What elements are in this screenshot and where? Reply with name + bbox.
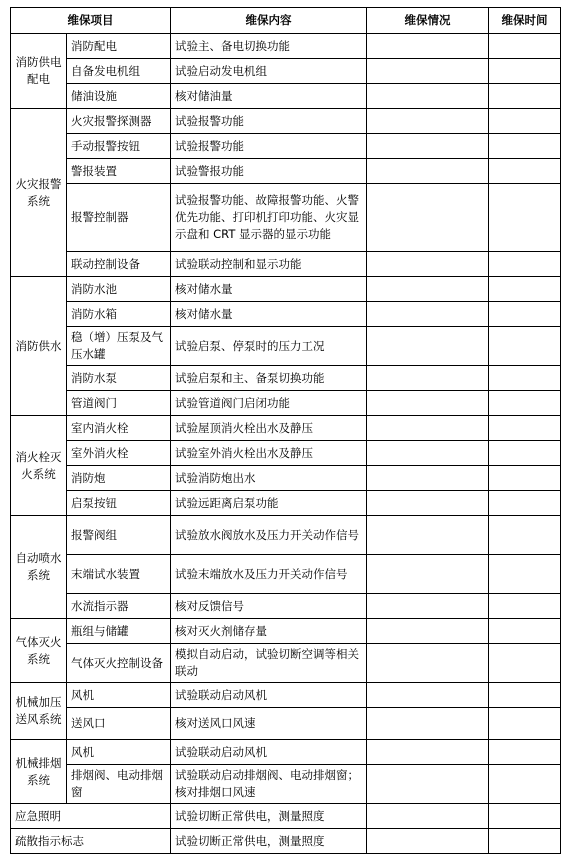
content-cell: 模拟自动启动，试验切断空调等相关联动 xyxy=(171,644,367,683)
status-cell xyxy=(367,466,489,491)
item-cell: 气体灭火控制设备 xyxy=(67,644,171,683)
item-cell: 消防水池 xyxy=(67,277,171,302)
status-cell xyxy=(367,683,489,708)
time-cell xyxy=(489,302,561,327)
table-row xyxy=(11,708,561,740)
status-cell xyxy=(367,594,489,619)
table-row xyxy=(11,740,561,765)
item-cell: 风机 xyxy=(67,683,171,708)
item-cell: 风机 xyxy=(67,740,171,765)
time-cell xyxy=(489,327,561,366)
item-cell: 手动报警按钮 xyxy=(67,134,171,159)
content-cell: 试验主、备电切换功能 xyxy=(171,34,367,59)
time-cell xyxy=(489,804,561,829)
time-cell xyxy=(489,829,561,854)
time-cell xyxy=(489,366,561,391)
table-row xyxy=(11,516,561,555)
time-cell xyxy=(489,391,561,416)
maintenance-table xyxy=(10,7,561,854)
content-cell: 试验屋顶消火栓出水及静压 xyxy=(171,416,367,441)
time-cell xyxy=(489,555,561,594)
table-row xyxy=(11,765,561,804)
status-cell xyxy=(367,829,489,854)
status-cell xyxy=(367,134,489,159)
table-row xyxy=(11,644,561,683)
content-cell: 试验管道阀门启闭功能 xyxy=(171,391,367,416)
table-row xyxy=(11,109,561,134)
item-cell: 室外消火栓 xyxy=(67,441,171,466)
status-cell xyxy=(367,644,489,683)
category-cell: 火灾报警系统 xyxy=(11,109,67,277)
time-cell xyxy=(489,619,561,644)
item-cell: 消防水箱 xyxy=(67,302,171,327)
status-cell xyxy=(367,765,489,804)
header-time: 维保时间 xyxy=(489,8,561,34)
table-row xyxy=(11,466,561,491)
content-cell: 试验末端放水及压力开关动作信号 xyxy=(171,555,367,594)
item-cell: 自备发电机组 xyxy=(67,59,171,84)
item-cell: 水流指示器 xyxy=(67,594,171,619)
status-cell xyxy=(367,34,489,59)
status-cell xyxy=(367,516,489,555)
content-cell: 核对反馈信号 xyxy=(171,594,367,619)
category-cell: 消火栓灭火系统 xyxy=(11,416,67,516)
status-cell xyxy=(367,441,489,466)
item-cell: 消防水泵 xyxy=(67,366,171,391)
item-cell: 火灾报警探测器 xyxy=(67,109,171,134)
content-cell: 试验报警功能 xyxy=(171,134,367,159)
content-cell: 试验消防炮出水 xyxy=(171,466,367,491)
content-cell: 试验切断正常供电，测量照度 xyxy=(171,829,367,854)
content-cell: 试验启动发电机组 xyxy=(171,59,367,84)
table-row xyxy=(11,683,561,708)
time-cell xyxy=(489,740,561,765)
item-cell: 瓶组与储罐 xyxy=(67,619,171,644)
item-cell: 室内消火栓 xyxy=(67,416,171,441)
table-row xyxy=(11,594,561,619)
item-cell: 报警阀组 xyxy=(67,516,171,555)
time-cell xyxy=(489,644,561,683)
status-cell xyxy=(367,491,489,516)
status-cell xyxy=(367,416,489,441)
time-cell xyxy=(489,491,561,516)
status-cell xyxy=(367,252,489,277)
table-row xyxy=(11,441,561,466)
header-status: 维保情况 xyxy=(367,8,489,34)
table-row xyxy=(11,184,561,252)
content-cell: 试验启泵、停泵时的压力工况 xyxy=(171,327,367,366)
time-cell xyxy=(489,765,561,804)
status-cell xyxy=(367,555,489,594)
status-cell xyxy=(367,277,489,302)
item-cell: 启泵按钮 xyxy=(67,491,171,516)
table-row xyxy=(11,555,561,594)
content-cell: 试验放水阀放水及压力开关动作信号 xyxy=(171,516,367,555)
table-row xyxy=(11,59,561,84)
content-cell: 试验联动控制和显示功能 xyxy=(171,252,367,277)
content-cell: 试验启泵和主、备泵切换功能 xyxy=(171,366,367,391)
category-cell: 机械加压送风系统 xyxy=(11,683,67,740)
content-cell: 试验警报功能 xyxy=(171,159,367,184)
table-row xyxy=(11,277,561,302)
item-cell: 疏散指示标志 xyxy=(11,829,171,854)
status-cell xyxy=(367,391,489,416)
status-cell xyxy=(367,302,489,327)
item-cell: 末端试水装置 xyxy=(67,555,171,594)
category-cell: 自动喷水系统 xyxy=(11,516,67,619)
item-cell: 联动控制设备 xyxy=(67,252,171,277)
table-row xyxy=(11,252,561,277)
category-cell: 机械排烟系统 xyxy=(11,740,67,804)
table-row xyxy=(11,619,561,644)
table-row xyxy=(11,366,561,391)
table-row xyxy=(11,829,561,854)
time-cell xyxy=(489,159,561,184)
table-row xyxy=(11,159,561,184)
content-cell: 试验联动启动风机 xyxy=(171,740,367,765)
item-cell: 排烟阀、电动排烟窗 xyxy=(67,765,171,804)
status-cell xyxy=(367,366,489,391)
time-cell xyxy=(489,416,561,441)
status-cell xyxy=(367,109,489,134)
time-cell xyxy=(489,594,561,619)
time-cell xyxy=(489,34,561,59)
table-row xyxy=(11,804,561,829)
item-cell: 报警控制器 xyxy=(67,184,171,252)
content-cell: 核对储水量 xyxy=(171,302,367,327)
table-row xyxy=(11,416,561,441)
table-row xyxy=(11,391,561,416)
content-cell: 试验联动启动风机 xyxy=(171,683,367,708)
item-cell: 消防炮 xyxy=(67,466,171,491)
item-cell: 稳（增）压泵及气压水罐 xyxy=(67,327,171,366)
item-cell: 储油设施 xyxy=(67,84,171,109)
table-row xyxy=(11,34,561,59)
status-cell xyxy=(367,740,489,765)
status-cell xyxy=(367,184,489,252)
time-cell xyxy=(489,84,561,109)
content-cell: 核对储油量 xyxy=(171,84,367,109)
header-content: 维保内容 xyxy=(171,8,367,34)
table-row xyxy=(11,491,561,516)
status-cell xyxy=(367,327,489,366)
table-row xyxy=(11,134,561,159)
content-cell: 试验室外消火栓出水及静压 xyxy=(171,441,367,466)
header-row xyxy=(11,8,561,34)
time-cell xyxy=(489,59,561,84)
item-cell: 应急照明 xyxy=(11,804,171,829)
time-cell xyxy=(489,109,561,134)
item-cell: 警报装置 xyxy=(67,159,171,184)
time-cell xyxy=(489,184,561,252)
content-cell: 核对送风口风速 xyxy=(171,708,367,740)
status-cell xyxy=(367,84,489,109)
category-cell: 消防供电配电 xyxy=(11,34,67,109)
table-row xyxy=(11,327,561,366)
content-cell: 试验报警功能 xyxy=(171,109,367,134)
status-cell xyxy=(367,59,489,84)
content-cell: 试验切断正常供电，测量照度 xyxy=(171,804,367,829)
item-cell: 送风口 xyxy=(67,708,171,740)
time-cell xyxy=(489,683,561,708)
status-cell xyxy=(367,159,489,184)
status-cell xyxy=(367,708,489,740)
time-cell xyxy=(489,466,561,491)
content-cell: 试验报警功能、故障报警功能、火警优先功能、打印机打印功能、火灾显示盘和 CRT 显示器的显示功能 xyxy=(171,184,367,252)
time-cell xyxy=(489,516,561,555)
category-cell: 气体灭火系统 xyxy=(11,619,67,683)
table-row xyxy=(11,302,561,327)
time-cell xyxy=(489,134,561,159)
time-cell xyxy=(489,252,561,277)
item-cell: 消防配电 xyxy=(67,34,171,59)
status-cell xyxy=(367,804,489,829)
item-cell: 管道阀门 xyxy=(67,391,171,416)
status-cell xyxy=(367,619,489,644)
header-item: 维保项目 xyxy=(11,8,171,34)
content-cell: 试验远距离启泵功能 xyxy=(171,491,367,516)
content-cell: 核对灭火剂储存量 xyxy=(171,619,367,644)
content-cell: 试验联动启动排烟阀、电动排烟窗；核对排烟口风速 xyxy=(171,765,367,804)
time-cell xyxy=(489,441,561,466)
time-cell xyxy=(489,708,561,740)
time-cell xyxy=(489,277,561,302)
category-cell: 消防供水 xyxy=(11,277,67,416)
content-cell: 核对储水量 xyxy=(171,277,367,302)
table-row xyxy=(11,84,561,109)
